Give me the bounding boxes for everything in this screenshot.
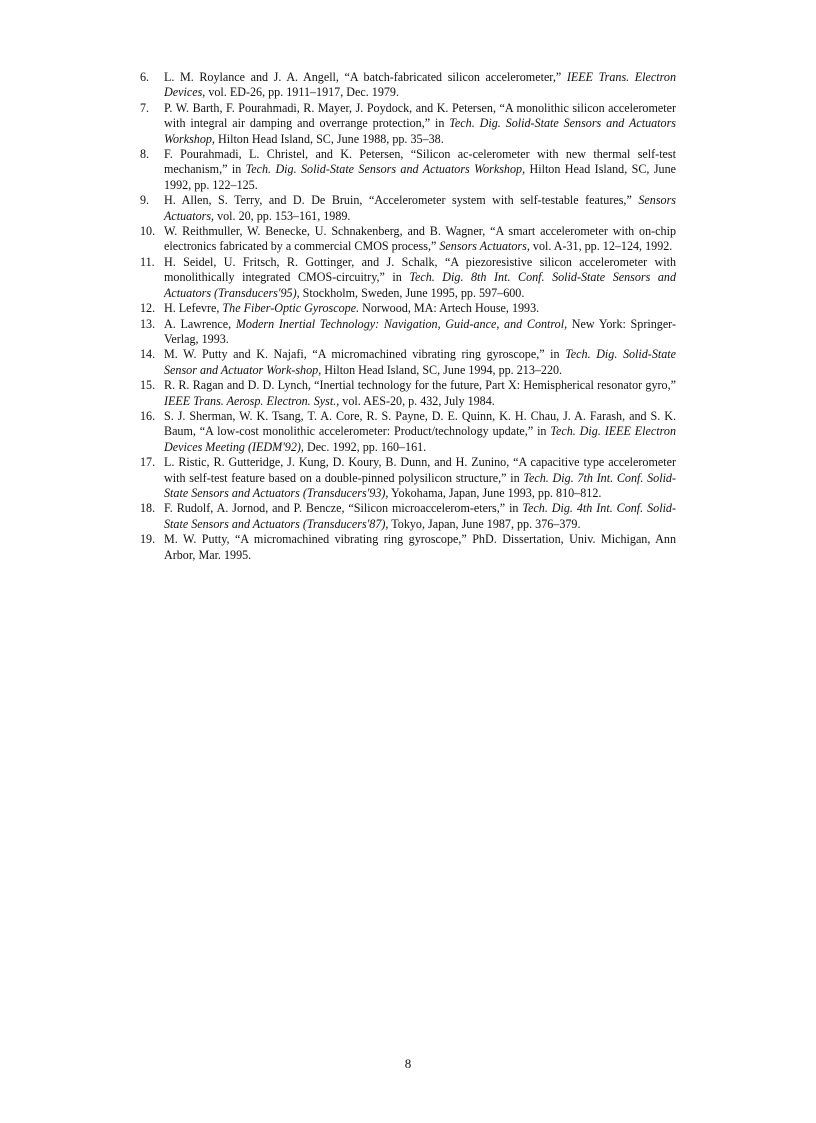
reference-item xyxy=(140,532,676,563)
reference-source: Tech. Dig. Solid-State Sensor and Actuator Work-shop, xyxy=(164,347,677,377)
reference-text: M. W. Putty and K. Najafi, “A micromachined vibrating ring gyroscope,” in xyxy=(164,347,566,362)
reference-text: Hilton Head Island, SC, June 1992, pp. 122–125. xyxy=(164,162,676,192)
reference-text: P. W. Barth, F. Pourahmadi, R. Mayer, J. Poydock, and K. Petersen, “A monolithic silicon accelerometer with integral air damping and overrange protection,” in xyxy=(164,100,676,131)
reference-number: 6. xyxy=(140,70,150,84)
reference-text: L. M. Roylance and J. A. Angell, “A batch-fabricated silicon accelerometer,” xyxy=(164,70,567,84)
reference-source: IEEE Trans. Aerosp. Electron. Syst., xyxy=(164,393,340,408)
reference-text: Hilton Head Island, SC, June 1994, pp. 213–220. xyxy=(321,362,563,377)
reference-text: Yokohama, Japan, June 1993, pp. 810–812. xyxy=(388,485,602,500)
reference-text: Tokyo, Japan, June 1987, pp. 376–379. xyxy=(388,516,581,531)
reference-item xyxy=(140,501,676,532)
reference-item xyxy=(140,317,676,348)
reference-source: Tech. Dig. Solid-State Sensors and Actuators Workshop, xyxy=(245,162,526,177)
reference-item xyxy=(140,101,676,147)
reference-source: IEEE Trans. Electron Devices, xyxy=(164,70,676,100)
reference-number: 12. xyxy=(140,301,156,316)
reference-text: vol. 20, pp. 153–161, 1989. xyxy=(214,208,351,223)
reference-source: Tech. Dig. IEEE Electron Devices Meeting (IEDM'92), xyxy=(164,424,676,454)
reference-text: A. Lawrence, xyxy=(164,316,236,331)
reference-text: H. Lefevre, xyxy=(164,301,223,316)
reference-item xyxy=(140,70,676,101)
reference-text: Dec. 1992, pp. 160–161. xyxy=(303,439,427,454)
reference-number: 8. xyxy=(140,147,150,162)
reference-source: Tech. Dig. Solid-State Sensors and Actuators Workshop, xyxy=(164,116,676,146)
reference-item xyxy=(140,378,676,409)
reference-text: vol. A-31, pp. 12–124, 1992. xyxy=(529,239,673,254)
reference-text: L. Ristic, R. Gutteridge, J. Kung, D. Koury, B. Dunn, and H. Zunino, “A capacitive type accelerometer with self-test feature based on a double-pinned polysilicon structure,” in xyxy=(164,455,676,485)
reference-number: 17. xyxy=(140,455,156,470)
reference-text: vol. AES-20, p. 432, July 1984. xyxy=(339,393,495,408)
reference-text: H. Seidel, U. Fritsch, R. Gottinger, and J. Schalk, “A piezoresistive silicon accelerometer with monolithically integrated CMOS-circuitry,” in xyxy=(164,254,676,285)
reference-text: H. Allen, S. Terry, and D. De Bruin, “Accelerometer system with self-testable features,” xyxy=(164,193,639,208)
reference-text: F. Rudolf, A. Jornod, and P. Bencze, “Silicon microaccelerom-eters,” in xyxy=(164,501,523,516)
reference-number: 19. xyxy=(140,532,156,547)
reference-list xyxy=(140,70,676,563)
reference-text: vol. ED-26, pp. 1911–1917, Dec. 1979. xyxy=(205,85,399,100)
reference-source: Tech. Dig. 4th Int. Conf. Solid-State Sensors and Actuators (Transducers'87), xyxy=(164,501,677,531)
reference-item xyxy=(140,455,676,501)
reference-source: Sensors Actuators, xyxy=(164,193,676,223)
reference-number: 13. xyxy=(140,316,156,331)
reference-number: 9. xyxy=(140,193,150,208)
reference-number: 14. xyxy=(140,347,156,362)
reference-number: 7. xyxy=(140,100,150,115)
reference-number: 11. xyxy=(140,254,155,269)
reference-item xyxy=(140,255,676,301)
reference-source: Tech. Dig. 7th Int. Conf. Solid-State Sensors and Actuators (Transducers'93), xyxy=(164,470,677,500)
reference-text: R. R. Ragan and D. D. Lynch, “Inertial technology for the future, Part X: Hemispherical resonator gyro,” xyxy=(164,378,676,393)
reference-source: Tech. Dig. 8th Int. Conf. Solid-State Sensors and Actuators (Transducers'95), xyxy=(164,270,677,300)
reference-text: M. W. Putty, “A micromachined vibrating ring gyroscope,” PhD. Dissertation, Univ. Michigan, Ann Arbor, Mar. 1995. xyxy=(164,532,676,562)
reference-source: The Fiber-Optic Gyroscope. xyxy=(222,301,360,316)
reference-number: 15. xyxy=(140,378,156,393)
reference-text: Norwood, MA: Artech House, 1993. xyxy=(359,301,540,316)
reference-number: 18. xyxy=(140,501,156,516)
reference-text: S. J. Sherman, W. K. Tsang, T. A. Core, R. S. Payne, D. E. Quinn, K. H. Chau, J. A. Farash, and S. K. Baum, “A low-cost monolithic accelerometer: Product/technology update,” in xyxy=(164,408,676,439)
reference-text: New York: Springer-Verlag, 1993. xyxy=(164,316,676,346)
reference-text: W. Reithmuller, W. Benecke, U. Schnakenberg, and B. Wagner, “A smart accelerometer with on-chip electronics fabricated by a commercial CMOS process,” xyxy=(164,224,676,254)
reference-text: Hilton Head Island, SC, June 1988, pp. 35–38. xyxy=(214,131,444,146)
reference-item xyxy=(140,224,676,255)
reference-text: Stockholm, Sweden, June 1995, pp. 597–600. xyxy=(299,285,525,300)
reference-text: F. Pourahmadi, L. Christel, and K. Petersen, “Silicon ac-celerometer with new thermal self-test mechanism,” in xyxy=(164,147,676,177)
reference-number: 16. xyxy=(140,408,156,423)
reference-item xyxy=(140,347,676,378)
page-number: 8 xyxy=(404,1056,412,1071)
reference-source: Sensors Actuators, xyxy=(439,239,530,254)
reference-item xyxy=(140,147,676,193)
reference-item xyxy=(140,193,676,224)
reference-source: Modern Inertial Technology: Navigation, Guid-ance, and Control, xyxy=(235,316,568,331)
reference-item xyxy=(140,301,676,316)
reference-item xyxy=(140,409,676,455)
reference-number: 10. xyxy=(140,224,156,239)
